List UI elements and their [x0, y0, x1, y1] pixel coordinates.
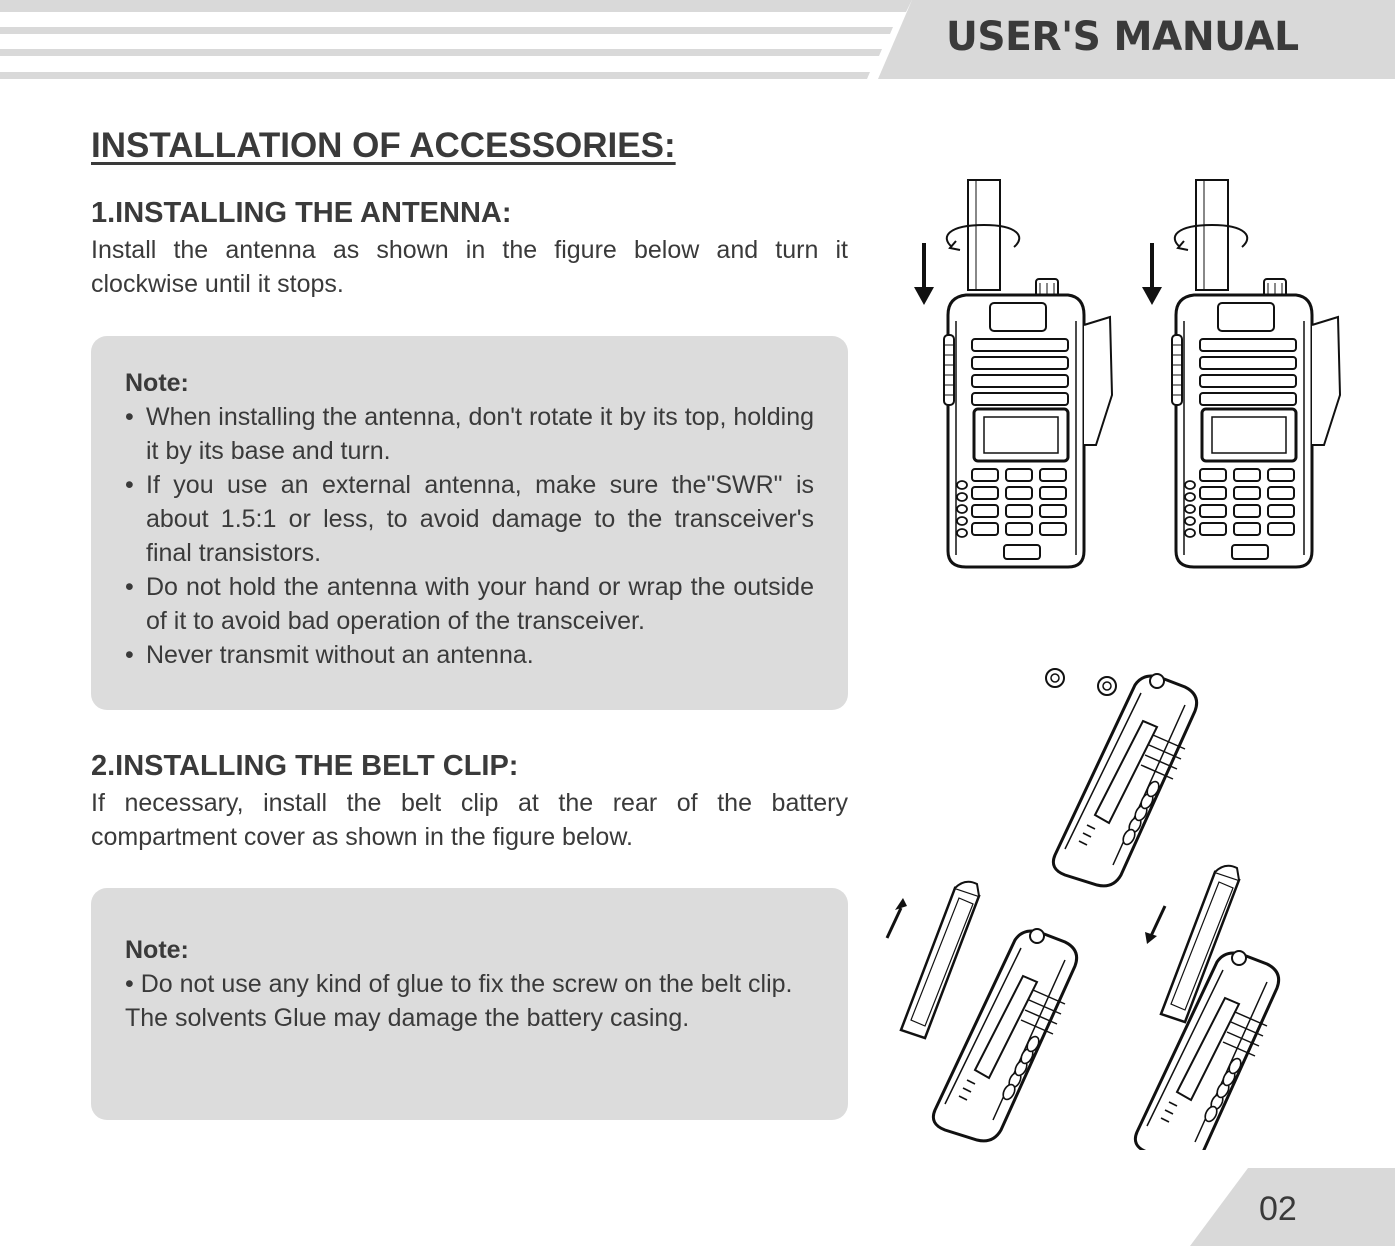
antenna-note-box	[91, 336, 848, 710]
bullet-dot: •	[125, 471, 134, 499]
belt-clip-heading: 2.INSTALLING THE BELT CLIP:	[91, 750, 519, 782]
note-text: The solvents Glue may damage the battery casing.	[125, 1004, 690, 1032]
note-text: Do not hold the antenna with your hand or wrap the outside of it to avoid bad operation of the transceiver.	[146, 573, 814, 635]
belt-clip-instructions: If necessary, install the belt clip at the rear of the battery compartment cover as shown in the figure below.	[91, 789, 848, 851]
note-text: Never transmit without an antenna.	[146, 641, 534, 669]
antenna-figure	[900, 175, 1360, 575]
manual-title: USER'S MANUAL	[946, 14, 1299, 60]
bullet-dot: •	[125, 970, 134, 998]
bullet-dot: •	[125, 403, 134, 431]
bullet-dot: •	[125, 573, 134, 601]
note-label: Note:	[125, 369, 189, 397]
note-bullet	[125, 967, 814, 1001]
note-bullet	[125, 468, 814, 570]
note-text: If you use an external antenna, make sure the"SWR" is about 1.5:1 or less, to avoid damage to the transceiver's final transistors.	[146, 471, 814, 567]
page-title: INSTALLATION OF ACCESSORIES:	[91, 126, 676, 165]
note-bullet	[125, 570, 814, 638]
note-text: Do not use any kind of glue to fix the screw on the belt clip.	[140, 970, 793, 998]
belt-clip-figure	[875, 660, 1295, 1150]
note-bullet	[125, 638, 814, 672]
note-bullet	[125, 400, 814, 468]
antenna-instructions: Install the antenna as shown in the figure below and turn it clockwise until it stops.	[91, 236, 848, 298]
page-number: 02	[1259, 1190, 1297, 1228]
note-label: Note:	[125, 936, 189, 964]
belt-clip-note-box	[91, 888, 848, 1120]
bullet-dot: •	[125, 641, 134, 669]
antenna-heading: 1.INSTALLING THE ANTENNA:	[91, 197, 512, 229]
note-text: When installing the antenna, don't rotate it by its top, holding it by its base and turn.	[146, 403, 814, 465]
